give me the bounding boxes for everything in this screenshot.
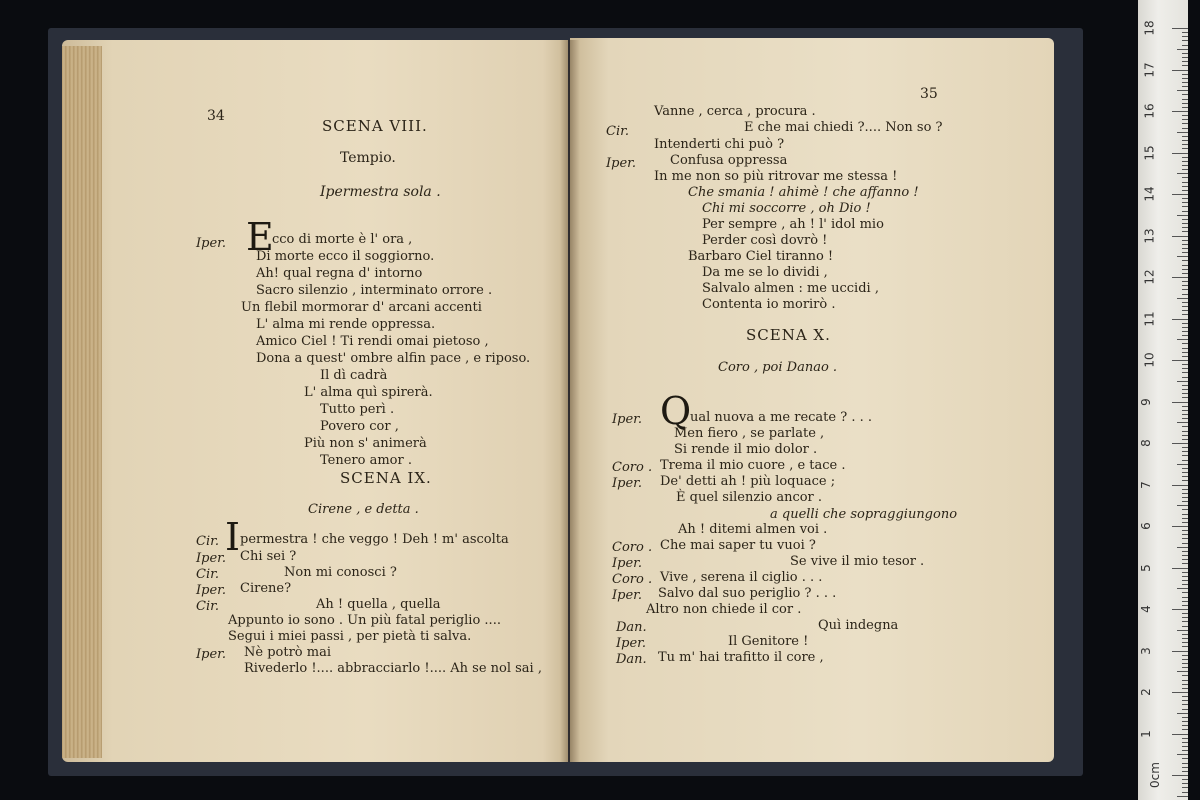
ruler-number: 2 — [1138, 688, 1153, 696]
ruler-tick — [1182, 335, 1188, 336]
ruler-tick — [1182, 186, 1188, 187]
ruler-tick — [1182, 289, 1188, 290]
drop-cap: I — [225, 515, 241, 559]
speaker-label: Iper. — [612, 412, 643, 427]
ruler-tick — [1182, 655, 1188, 656]
verse-line: Segui i miei passi , per pietà ti salva. — [228, 629, 472, 644]
ruler-number: 7 — [1138, 480, 1153, 489]
ruler-tick — [1182, 86, 1188, 87]
ruler-tick — [1182, 613, 1188, 614]
ruler-tick — [1177, 713, 1188, 714]
verse-line: Men fiero , se parlate , — [674, 426, 825, 441]
verse-line: Salvo dal suo periglio ? . . . — [658, 586, 837, 601]
speaker-label: Dan. — [616, 652, 647, 667]
ruler-tick — [1172, 775, 1188, 776]
verse-line: cco di morte è l' ora , — [272, 232, 413, 247]
ruler-tick — [1182, 94, 1188, 95]
verse-line: Tutto perì . — [320, 402, 395, 417]
ruler-tick — [1172, 28, 1188, 29]
ruler-tick — [1182, 721, 1188, 722]
verse-line: Intenderti chi può ? — [654, 137, 785, 152]
ruler-tick — [1172, 609, 1188, 610]
ruler-tick — [1182, 343, 1188, 344]
ruler-tick — [1177, 464, 1188, 465]
ruler-tick — [1182, 451, 1188, 452]
ruler-tick — [1182, 696, 1188, 697]
ruler-tick — [1182, 489, 1188, 490]
ruler-tick — [1182, 717, 1188, 718]
ruler-tick — [1182, 559, 1188, 560]
ruler-tick — [1182, 260, 1188, 261]
ruler-number: 14 — [1142, 186, 1157, 202]
ruler-number: 5 — [1138, 563, 1153, 572]
verse-line: In me non so più ritrovar me stessa ! — [654, 169, 898, 184]
ruler-tick — [1182, 480, 1188, 481]
ruler-tick — [1182, 410, 1188, 411]
ruler-tick — [1182, 725, 1188, 726]
verse-line: Ah ! quella , quella — [316, 597, 441, 612]
ruler-tick — [1172, 443, 1188, 444]
verse-line: È quel silenzio ancor . — [676, 490, 823, 505]
ruler-tick — [1172, 360, 1188, 361]
ruler-tick — [1172, 236, 1188, 237]
ruler-tick — [1172, 734, 1188, 735]
ruler-tick — [1182, 231, 1188, 232]
ruler-tick — [1182, 729, 1188, 730]
ruler-tick — [1182, 771, 1188, 772]
ruler-tick — [1182, 294, 1188, 295]
verse-line: Chi sei ? — [240, 549, 297, 564]
ruler-tick — [1182, 356, 1188, 357]
ruler-tick — [1182, 389, 1188, 390]
ruler-tick — [1182, 514, 1188, 515]
verse-line: Contenta io morirò . — [702, 297, 836, 312]
verse-line: Barbaro Ciel tiranno ! — [688, 249, 834, 264]
ruler-tick — [1182, 123, 1188, 124]
ruler-tick — [1182, 281, 1188, 282]
right-page-number: 35 — [920, 86, 938, 102]
ruler-number: 10 — [1142, 352, 1157, 368]
verse-line: Di morte ecco il soggiorno. — [256, 249, 435, 264]
ruler-tick — [1182, 36, 1188, 37]
verse-line: Chi mi soccorre , oh Dio ! — [702, 201, 871, 216]
verse-line: Il dì cadrà — [320, 368, 388, 383]
ruler-tick — [1182, 663, 1188, 664]
ruler-tick — [1182, 501, 1188, 502]
scene-ix-title: SCENA IX. — [340, 469, 432, 487]
ruler-tick — [1182, 551, 1188, 552]
ruler-tick — [1182, 327, 1188, 328]
verse-line: L' alma mi rende oppressa. — [256, 317, 436, 332]
speaker-label: Iper. — [616, 636, 647, 651]
ruler-number: 17 — [1142, 61, 1157, 78]
ruler-tick — [1182, 136, 1188, 137]
ruler-tick — [1177, 215, 1188, 216]
ruler-tick — [1182, 128, 1188, 129]
ruler-tick — [1182, 626, 1188, 627]
ruler-tick — [1182, 742, 1188, 743]
verse-line: E che mai chiedi ?.... Non so ? — [744, 120, 943, 135]
verse-line: Più non s' animerà — [304, 436, 427, 451]
ruler-tick — [1182, 219, 1188, 220]
ruler-tick — [1182, 227, 1188, 228]
ruler-tick — [1182, 32, 1188, 33]
verse-line: Vanne , cerca , procura . — [654, 104, 816, 119]
speaker-label: Dan. — [616, 620, 647, 635]
ruler-tick — [1172, 194, 1188, 195]
ruler-tick — [1182, 584, 1188, 585]
ruler-tick — [1182, 57, 1188, 58]
ruler-tick — [1182, 431, 1188, 432]
ruler-tick — [1182, 543, 1188, 544]
speaker-label: Cir. — [196, 567, 220, 582]
ruler-tick — [1182, 597, 1188, 598]
ruler-tick — [1182, 709, 1188, 710]
ruler-tick — [1182, 684, 1188, 685]
ruler-tick — [1182, 323, 1188, 324]
speaker-label: Iper. — [196, 551, 227, 566]
verse-line: Confusa oppressa — [670, 153, 788, 168]
ruler-tick — [1182, 555, 1188, 556]
ruler-number: 18 — [1142, 20, 1157, 36]
speaker-label: Coro . — [612, 540, 653, 555]
scene-x-title: SCENA X. — [746, 326, 831, 344]
verse-line: De' detti ah ! più loquace ; — [660, 474, 836, 489]
verse-line: Rivederlo !.... abbracciarlo !.... Ah se nol sai , — [244, 661, 542, 676]
ruler-tick — [1182, 518, 1188, 519]
ruler-tick — [1172, 277, 1188, 278]
ruler-tick — [1182, 675, 1188, 676]
verse-line: Per sempre , ah ! l' idol mio — [702, 217, 884, 232]
verse-line: Quì indegna — [818, 618, 899, 633]
ruler-tick — [1177, 381, 1188, 382]
scene-viii-setting: Tempio. — [340, 150, 396, 166]
ruler-tick — [1182, 198, 1188, 199]
verse-line: Se vive il mio tesor . — [790, 554, 925, 569]
ruler-tick — [1177, 671, 1188, 672]
ruler-tick — [1182, 638, 1188, 639]
ruler-tick — [1172, 153, 1188, 154]
ruler-tick — [1172, 485, 1188, 486]
verse-line: Che mai saper tu vuoi ? — [660, 538, 816, 553]
ruler-tick — [1182, 331, 1188, 332]
ruler-tick — [1177, 754, 1188, 755]
ruler-tick — [1182, 161, 1188, 162]
ruler-number: 9 — [1138, 397, 1153, 406]
ruler-tick — [1182, 580, 1188, 581]
ruler-tick — [1182, 509, 1188, 510]
ruler-tick — [1177, 132, 1188, 133]
ruler-tick — [1182, 107, 1188, 108]
verse-line: Si rende il mio dolor . — [674, 442, 818, 457]
ruler-tick — [1182, 99, 1188, 100]
ruler-tick — [1182, 787, 1188, 788]
ruler-number: 6 — [1138, 522, 1153, 530]
ruler-tick — [1182, 497, 1188, 498]
ruler-tick — [1182, 576, 1188, 577]
ruler-tick — [1182, 269, 1188, 270]
ruler-tick — [1182, 65, 1188, 66]
ruler-tick — [1182, 779, 1188, 780]
ruler-tick — [1182, 468, 1188, 469]
ruler-tick — [1177, 49, 1188, 50]
ruler-tick — [1182, 592, 1188, 593]
ruler-tick — [1182, 190, 1188, 191]
ruler-tick — [1182, 472, 1188, 473]
speaker-label: Iper. — [612, 556, 643, 571]
ruler-tick — [1182, 306, 1188, 307]
ruler-tick — [1177, 90, 1188, 91]
verse-line: Tenero amor . — [320, 453, 412, 468]
speaker-label: Cir. — [196, 599, 220, 614]
ruler-tick — [1182, 377, 1188, 378]
ruler-tick — [1182, 414, 1188, 415]
ruler-tick — [1182, 169, 1188, 170]
ruler-tick — [1182, 750, 1188, 751]
verse-line: Nè potrò mai — [244, 645, 331, 660]
ruler-tick — [1182, 704, 1188, 705]
ruler-number: 16 — [1142, 103, 1157, 119]
ruler-tick — [1172, 70, 1188, 71]
ruler-number: 8 — [1138, 439, 1153, 447]
ruler-number: 3 — [1138, 646, 1153, 655]
speaker-label: Iper. — [196, 583, 227, 598]
ruler-tick — [1172, 111, 1188, 112]
verse-line: Un flebil mormorar d' arcani accenti — [241, 300, 482, 315]
drop-cap: E — [246, 215, 274, 259]
ruler-tick — [1182, 426, 1188, 427]
ruler-tick — [1177, 339, 1188, 340]
ruler-tick — [1182, 397, 1188, 398]
ruler-tick — [1182, 435, 1188, 436]
ruler-tick — [1172, 526, 1188, 527]
left-page-number: 34 — [207, 108, 225, 124]
verse-line: Non mi conosci ? — [284, 565, 397, 580]
ruler-tick — [1172, 568, 1188, 569]
ruler-tick — [1182, 314, 1188, 315]
ruler-tick — [1182, 746, 1188, 747]
ruler-tick — [1182, 783, 1188, 784]
ruler-tick — [1182, 182, 1188, 183]
page-block-edge — [62, 46, 102, 758]
ruler-tick — [1182, 758, 1188, 759]
ruler-number: 4 — [1138, 605, 1153, 613]
speaker-label: Cir. — [606, 124, 630, 139]
scene-viii-title: SCENA VIII. — [322, 117, 428, 135]
scene-x-cast: Coro , poi Danao . — [718, 360, 838, 375]
book-gutter — [560, 40, 580, 762]
ruler-tick — [1182, 240, 1188, 241]
ruler-tick — [1177, 298, 1188, 299]
ruler-tick — [1182, 460, 1188, 461]
ruler-tick — [1182, 40, 1188, 41]
speaker-label: Iper. — [196, 236, 227, 251]
ruler-tick — [1182, 680, 1188, 681]
ruler-tick — [1177, 630, 1188, 631]
speaker-label: Coro . — [612, 460, 653, 475]
ruler-tick — [1172, 651, 1188, 652]
ruler-tick — [1182, 177, 1188, 178]
ruler-tick — [1182, 642, 1188, 643]
ruler-tick — [1182, 385, 1188, 386]
ruler-tick — [1182, 493, 1188, 494]
verse-line: Da me se lo dividi , — [702, 265, 828, 280]
speaker-label: Coro . — [612, 572, 653, 587]
ruler-tick — [1182, 119, 1188, 120]
ruler-tick — [1177, 173, 1188, 174]
ruler-tick — [1182, 767, 1188, 768]
speaker-label: Iper. — [612, 588, 643, 603]
ruler-tick — [1182, 348, 1188, 349]
ruler-tick — [1182, 700, 1188, 701]
ruler-tick — [1182, 115, 1188, 116]
ruler-tick — [1182, 617, 1188, 618]
ruler-tick — [1182, 211, 1188, 212]
ruler-tick — [1182, 738, 1188, 739]
ruler-tick — [1182, 372, 1188, 373]
speaker-label: Iper. — [606, 156, 637, 171]
scene-ix-cast: Cirene , e detta . — [308, 502, 419, 517]
ruler-tick — [1172, 402, 1188, 403]
ruler-tick — [1182, 455, 1188, 456]
verse-line: Dona a quest' ombre alfin pace , e riposo. — [256, 351, 531, 366]
verse-line: Il Genitore ! — [728, 634, 809, 649]
ruler-tick — [1182, 273, 1188, 274]
ruler-tick — [1182, 82, 1188, 83]
ruler-tick — [1177, 256, 1188, 257]
ruler-tick — [1182, 646, 1188, 647]
speaker-label: Cir. — [196, 534, 220, 549]
ruler-tick — [1182, 439, 1188, 440]
ruler-tick — [1182, 368, 1188, 369]
ruler-tick — [1182, 572, 1188, 573]
measuring-ruler — [1138, 0, 1188, 800]
ruler-tick — [1172, 692, 1188, 693]
ruler-number: 1 — [1138, 729, 1153, 738]
verse-line: Sacro silenzio , interminato orrore . — [256, 283, 493, 298]
verse-line: ual nuova a me recate ? . . . — [690, 410, 872, 425]
ruler-tick — [1182, 418, 1188, 419]
ruler-tick — [1182, 223, 1188, 224]
scene-viii-cast: Ipermestra sola . — [320, 184, 441, 200]
ruler-tick — [1182, 538, 1188, 539]
ruler-tick — [1182, 140, 1188, 141]
speaker-label: Iper. — [612, 476, 643, 491]
ruler-number: 13 — [1142, 227, 1157, 244]
ruler-tick — [1182, 74, 1188, 75]
verse-line: Trema il mio cuore , e tace . — [660, 458, 846, 473]
verse-line: Vive , serena il ciglio . . . — [660, 570, 823, 585]
ruler-tick — [1182, 605, 1188, 606]
verse-line: Amico Ciel ! Ti rendi omai pietoso , — [256, 334, 489, 349]
verse-line: Perder così dovrò ! — [702, 233, 828, 248]
ruler-tick — [1182, 634, 1188, 635]
ruler-tick — [1177, 422, 1188, 423]
ruler-tick — [1182, 265, 1188, 266]
ruler-tick — [1182, 352, 1188, 353]
ruler-tick — [1172, 319, 1188, 320]
ruler-tick — [1182, 563, 1188, 564]
ruler-number: 11 — [1142, 310, 1157, 327]
drop-cap: Q — [660, 389, 692, 433]
verse-line: Appunto io sono . Un più fatal periglio .... — [228, 613, 501, 628]
ruler-tick — [1182, 148, 1188, 149]
ruler-tick — [1182, 285, 1188, 286]
ruler-tick — [1177, 588, 1188, 589]
ruler-tick — [1182, 248, 1188, 249]
ruler-number: 12 — [1142, 269, 1157, 285]
ruler-tick — [1182, 763, 1188, 764]
ruler-tick — [1182, 45, 1188, 46]
ruler-number: 15 — [1142, 144, 1157, 161]
ruler-tick — [1177, 505, 1188, 506]
ruler-tick — [1182, 244, 1188, 245]
ruler-tick — [1182, 667, 1188, 668]
ruler-tick — [1182, 659, 1188, 660]
ruler-tick — [1182, 393, 1188, 394]
ruler-tick — [1182, 202, 1188, 203]
verse-line: Povero cor , — [320, 419, 399, 434]
verse-line: Cirene? — [240, 581, 292, 596]
ruler-tick — [1182, 157, 1188, 158]
verse-line: Ah ! ditemi almen voi . — [678, 522, 828, 537]
ruler-number: 0cm — [1147, 762, 1162, 788]
ruler-tick — [1182, 530, 1188, 531]
ruler-tick — [1182, 302, 1188, 303]
verse-line: Che smania ! ahimè ! che affanno ! — [688, 185, 919, 200]
ruler-tick — [1182, 310, 1188, 311]
verse-line: Altro non chiede il cor . — [646, 602, 802, 617]
ruler-tick — [1182, 792, 1188, 793]
ruler-tick — [1177, 796, 1188, 797]
ruler-tick — [1182, 601, 1188, 602]
ruler-tick — [1182, 103, 1188, 104]
ruler-tick — [1182, 165, 1188, 166]
ruler-tick — [1182, 621, 1188, 622]
verse-line: permestra ! che veggo ! Deh ! m' ascolta — [240, 532, 509, 547]
ruler-tick — [1177, 547, 1188, 548]
verse-line: Tu m' hai trafitto il core , — [658, 650, 824, 665]
ruler-tick — [1182, 252, 1188, 253]
ruler-tick — [1182, 406, 1188, 407]
ruler-tick — [1182, 534, 1188, 535]
ruler-tick — [1182, 206, 1188, 207]
ruler-tick — [1182, 522, 1188, 523]
speaker-label: Iper. — [196, 647, 227, 662]
verse-line: L' alma quì spirerà. — [304, 385, 433, 400]
ruler-tick — [1182, 476, 1188, 477]
verse-line: Ah! qual regna d' intorno — [256, 266, 423, 281]
stage-direction: a quelli che sopraggiungono — [770, 507, 958, 522]
ruler-tick — [1182, 364, 1188, 365]
ruler-tick — [1182, 61, 1188, 62]
ruler-tick — [1182, 447, 1188, 448]
ruler-tick — [1182, 144, 1188, 145]
verse-line: Salvalo almen : me uccidi , — [702, 281, 879, 296]
ruler-tick — [1182, 78, 1188, 79]
ruler-tick — [1182, 688, 1188, 689]
ruler-tick — [1182, 53, 1188, 54]
